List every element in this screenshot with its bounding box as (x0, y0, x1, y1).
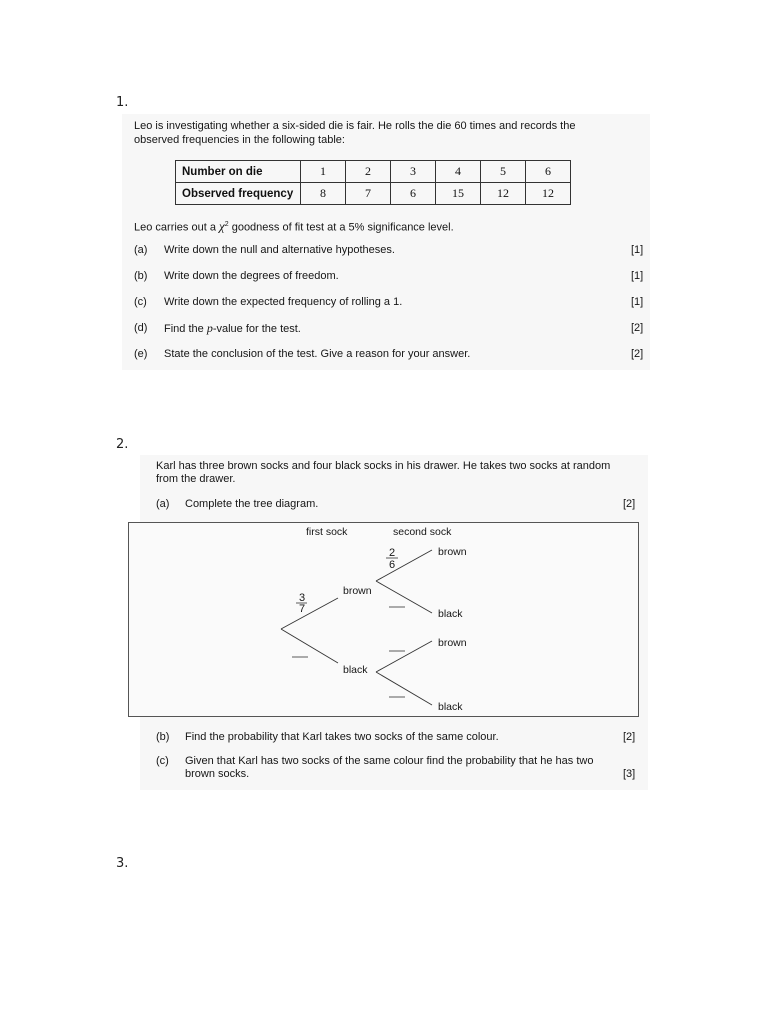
table-cell: 8 (301, 183, 346, 205)
table-cell: 7 (346, 183, 391, 205)
q2b-label: (b) (156, 731, 170, 743)
table-cell: 4 (436, 161, 481, 183)
fraction-bb-denominator: 6 (389, 559, 396, 571)
node-black-brown: brown (438, 637, 467, 649)
question-1-number: 1. (116, 95, 129, 110)
fraction-first-brown-denominator: 7 (299, 603, 306, 615)
node-black-black: black (438, 701, 463, 713)
table-header-frequency: Observed frequency (176, 183, 301, 205)
q2a-text: Complete the tree diagram. (185, 498, 319, 510)
q1e-marks: [2] (631, 348, 644, 360)
q2-intro-line2: from the drawer. (156, 473, 236, 485)
table-header-number: Number on die (176, 161, 301, 183)
q1c-marks: [1] (631, 296, 644, 308)
q2c-label: (c) (156, 755, 169, 767)
q1e-text: State the conclusion of the test. Give a reason for your answer. (164, 348, 471, 360)
q1d-label: (d) (134, 322, 148, 334)
chi-symbol: χ (219, 218, 225, 234)
test-line-post: goodness of fit test at a 5% significance level. (231, 221, 454, 234)
table-cell: 12 (481, 183, 526, 205)
q1a-label: (a) (134, 244, 148, 256)
q1e-label: (e) (134, 348, 148, 360)
node-first-brown: brown (343, 585, 372, 597)
table-cell: 6 (526, 161, 571, 183)
table-cell: 1 (301, 161, 346, 183)
q1-intro-line2: observed frequencies in the following table: (134, 134, 345, 146)
branch-first-black (281, 629, 338, 663)
q2b-text: Find the probability that Karl takes two socks of the same colour. (185, 731, 499, 743)
q1d-marks: [2] (631, 322, 644, 334)
branch-black-black (376, 672, 432, 705)
q1b-text: Write down the degrees of freedom. (164, 270, 339, 282)
table-cell: 3 (391, 161, 436, 183)
node-brown-brown: brown (438, 546, 467, 558)
q1b-label: (b) (134, 270, 148, 282)
table-cell: 12 (526, 183, 571, 205)
table-cell: 6 (391, 183, 436, 205)
table-cell: 5 (481, 161, 526, 183)
fraction-first-brown-numerator: 3 (299, 592, 306, 604)
test-line-pre: Leo carries out a (134, 221, 216, 234)
q2a-label: (a) (156, 498, 170, 510)
chi-superscript: 2 (224, 221, 229, 228)
first-sock-header: first sock (306, 526, 348, 538)
p-symbol: p (206, 321, 213, 335)
question-2-number: 2. (116, 437, 129, 452)
q2c-text-line2: brown socks. (185, 768, 250, 780)
q1-intro-line1: Leo is investigating whether a six-sided die is fair. He rolls the die 60 times and records the (134, 120, 576, 132)
q2c-marks: [3] (623, 768, 636, 780)
table-cell: 2 (346, 161, 391, 183)
branch-first-brown (281, 598, 338, 629)
branch-brown-brown (376, 550, 432, 581)
q1d-text-post: -value for the test. (212, 323, 301, 335)
table-cell: 15 (436, 183, 481, 205)
q1a-text: Write down the null and alternative hypotheses. (164, 244, 395, 256)
branch-brown-black (376, 581, 432, 613)
q2b-marks: [2] (623, 731, 636, 743)
q1a-marks: [1] (631, 244, 644, 256)
branch-black-brown (376, 641, 432, 672)
q1b-marks: [1] (631, 270, 644, 282)
node-brown-black: black (438, 608, 463, 620)
q2a-marks: [2] (623, 498, 636, 510)
q2c-text-line1: Given that Karl has two socks of the same colour find the probability that he has two (185, 755, 594, 767)
fraction-bb-numerator: 2 (389, 547, 396, 559)
question-3-number: 3. (116, 856, 129, 871)
second-sock-header: second sock (393, 526, 452, 538)
q2-intro-line1: Karl has three brown socks and four black socks in his drawer. He takes two socks at random (156, 460, 611, 472)
q1c-label: (c) (134, 296, 147, 308)
q1c-text: Write down the expected frequency of rolling a 1. (164, 296, 403, 308)
node-first-black: black (343, 664, 368, 676)
q1d-text-pre: Find the (164, 323, 207, 335)
